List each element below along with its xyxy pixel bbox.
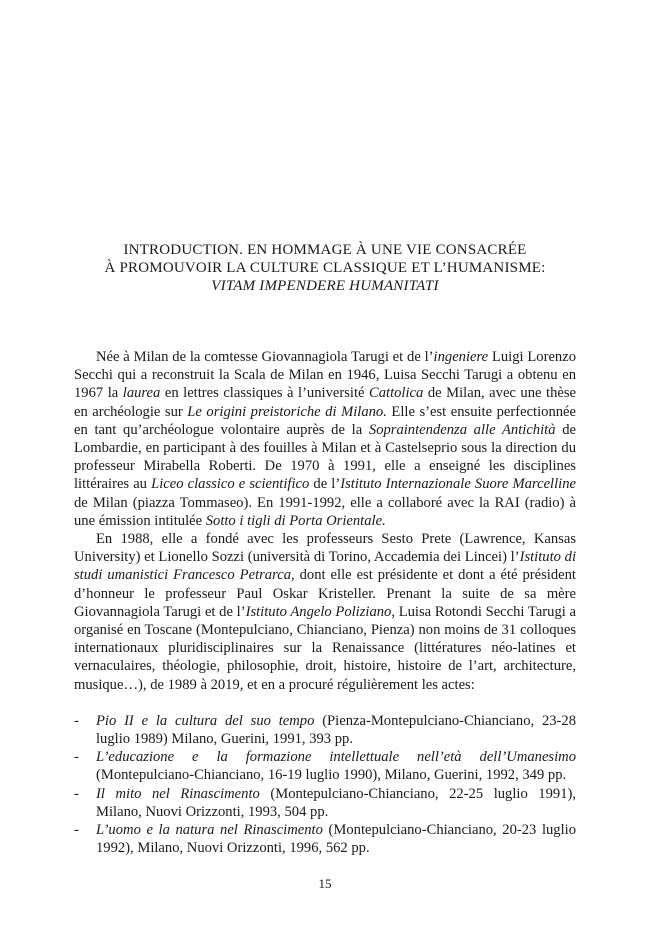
- chapter-heading: [74, 241, 576, 295]
- bibliography-details: (Montepulciano-Chianciano, 20-23 luglio 1992), Milano, Nuovi Orizzonti, 1996, 562 pp.: [96, 822, 577, 857]
- list-dash: -: [74, 822, 79, 839]
- text-run: Née à Milan de la comtesse Giovannagiola Tarugi et de l’: [96, 349, 434, 365]
- italic-run: laurea: [122, 385, 161, 402]
- bibliography-details: (Montepulciano-Chianciano, 16-19 luglio 1990), Milano, Guerini, 1992, 349 pp.: [96, 767, 567, 784]
- bibliography-details: (Montepulciano-Chianciano, 22-25 luglio 1991), Milano, Nuovi Orizzonti, 1993, 504 pp.: [96, 785, 576, 820]
- list-dash: -: [74, 749, 79, 766]
- text-run: de Milan, avec une thèse en archéologie sur: [74, 385, 576, 420]
- text-run: de l’: [309, 476, 341, 493]
- bibliography-item: [74, 712, 576, 748]
- text-run: , Luisa Rotondi Secchi Tarugi a organisé en Toscane (Montepulciano, Chianciano, Pienza) non moins de 31 colloques internationaux pluridisciplinaires sur la Renaissance (littératures néo-latines et vernaculaires, théologie, philosophie, droit, histoire, histoire de l’art, architecture, musique…), de 1989 à 2019, et en a procuré régulièrement les actes:: [74, 603, 576, 693]
- italic-run: Sopraintendenza alle Antichità: [368, 421, 556, 438]
- list-dash: -: [74, 712, 79, 729]
- italic-run: Istituto di studi umanistici Francesco Petrarca: [74, 549, 576, 584]
- bibliography-details: (Pienza-Montepulciano-Chianciano, 23-28 luglio 1989) Milano, Guerini, 1991, 393 pp.: [96, 712, 576, 748]
- text-run: Elle s’est ensuite perfectionnée en tant qu’archéologue volontaire auprès de la: [74, 403, 577, 438]
- bibliography-list: [74, 712, 576, 858]
- bibliography-item: [74, 821, 576, 857]
- bibliography-title: Pio II e la cultura del suo tempo: [96, 712, 315, 729]
- body-text: [74, 348, 576, 857]
- italic-run: Sotto i tigli di Porta Orientale.: [205, 512, 386, 529]
- text-run: , dont elle est présidente et dont a été président d’honneur le professeur Paul Oskar Kristeller. Prenant la suite de sa mère Giovannagiola Tarugi et de l’: [74, 567, 576, 620]
- bibliography-item: [74, 785, 576, 821]
- text-run: en lettres classiques à l’université: [160, 385, 369, 402]
- bibliography-title: Il mito nel Rinascimento: [96, 785, 260, 802]
- text-run: En 1988, elle a fondé avec les professeurs Sesto Prete (Lawrence, Kansas University) et Lionello Sozzi (università di Torino, Accademia dei Lincei) l’: [74, 531, 576, 566]
- bibliography-title: L’educazione e la formazione intellettuale nell’età dell’Umanesimo: [96, 749, 576, 766]
- italic-run: Le origini preistoriche di Milano.: [187, 403, 387, 420]
- list-dash: -: [74, 785, 79, 802]
- paragraph-2: [74, 530, 576, 694]
- heading-line-2: À PROMOUVOIR LA CULTURE CLASSIQUE ET L’HUMANISME:: [104, 260, 546, 276]
- text-run: de Milan (piazza Tommaseo). En 1991-1992, elle a collaboré avec la RAI (radio) à une émission intitulée: [74, 494, 576, 529]
- bibliography-title: L’uomo e la natura nel Rinascimento: [96, 822, 323, 839]
- heading-line-3: VITAM IMPENDERE HUMANITATI: [211, 278, 439, 294]
- italic-run: Liceo classico e scientifico: [151, 476, 310, 493]
- italic-run: Cattolica: [369, 385, 424, 402]
- heading-line-1: INTRODUCTION. EN HOMMAGE À UNE VIE CONSACRÉE: [123, 242, 527, 258]
- text-run: de Lombardie, en participant à des fouilles à Milan et à Castelseprio sous la direction du professeur Mirabella Roberti. De 1970 à 1991, elle a enseigné les disciplines littéraires au: [74, 421, 576, 493]
- italic-run: Istituto Angelo Poliziano: [245, 603, 392, 620]
- italic-run: ingeniere: [433, 349, 489, 365]
- text-run: Luigi Lorenzo Secchi qui a reconstruit la Scala de Milan en 1946, Luisa Secchi Tarugi a obtenu en 1967 la: [74, 349, 576, 402]
- bibliography-item: [74, 748, 576, 784]
- italic-run: Istituto Internazionale Suore Marcelline: [340, 476, 576, 493]
- page-number: 15: [318, 876, 332, 891]
- paragraph-1: [74, 348, 576, 530]
